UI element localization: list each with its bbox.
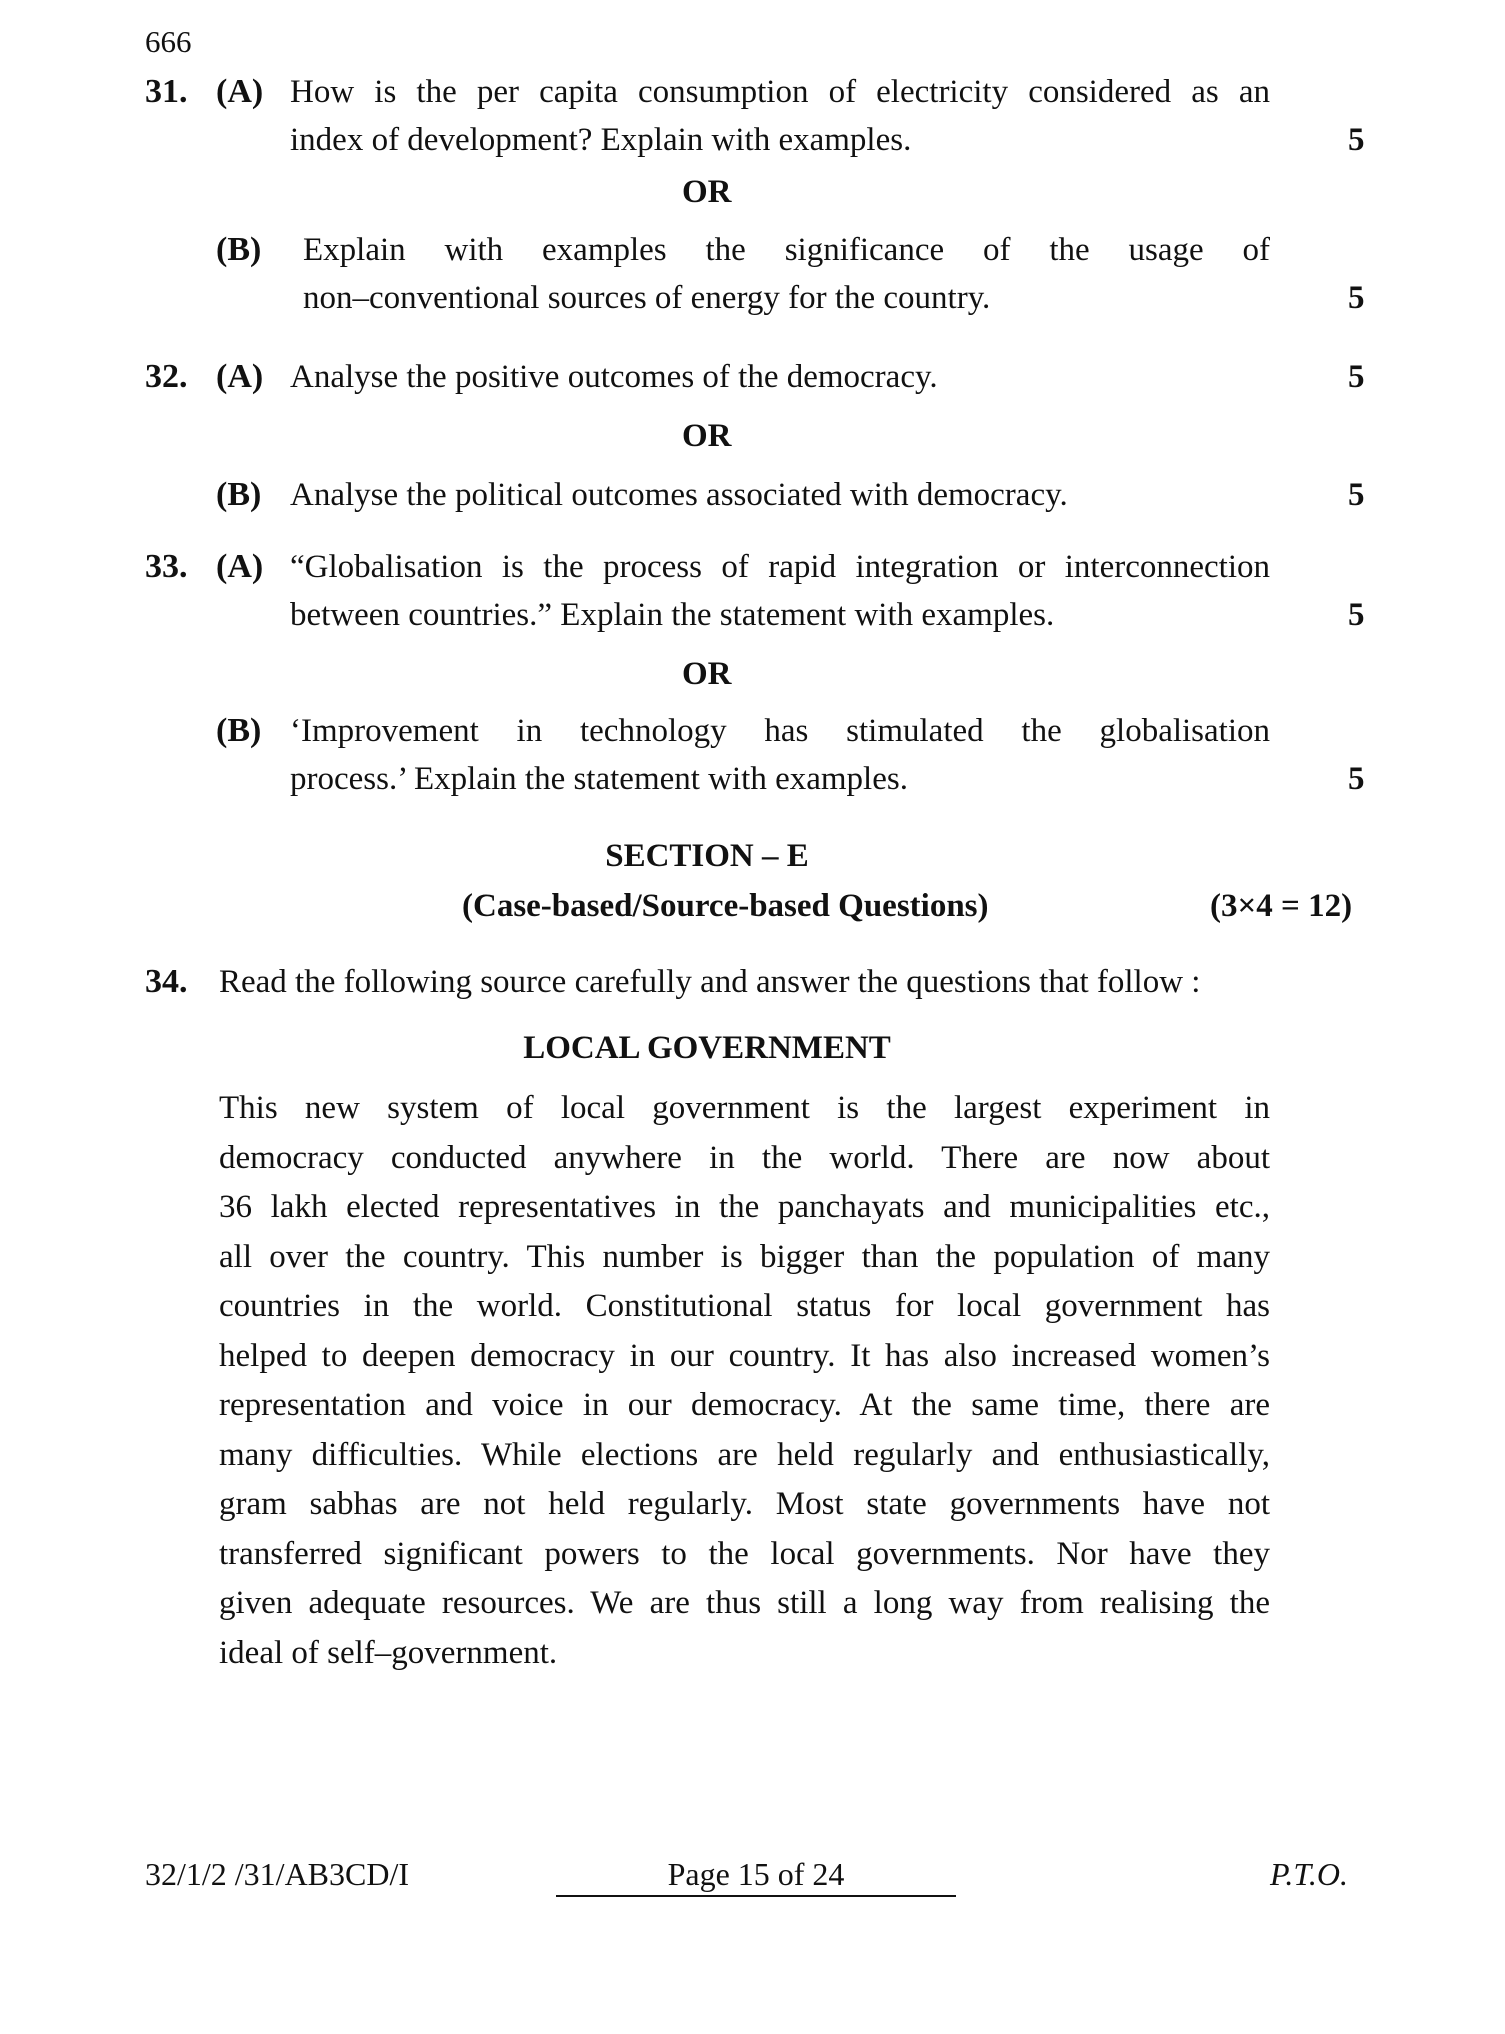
footer-pto: P.T.O.: [1270, 1856, 1348, 1892]
passage-line: ideal of self–government.: [219, 1634, 558, 1671]
passage-line: all over the country. This number is bigger than the population of many: [219, 1238, 1270, 1275]
marks: 5: [1348, 477, 1365, 513]
question-number: 34.: [145, 963, 188, 1000]
source-title: LOCAL GOVERNMENT: [523, 1030, 891, 1066]
passage-line: representation and voice in our democracy. At the same time, there are: [219, 1387, 1270, 1423]
question-text-line: between countries.” Explain the statement with examples.: [290, 597, 1055, 633]
footer-page-number: Page 15 of 24: [667, 1856, 845, 1892]
marks: 5: [1348, 280, 1365, 316]
marks: 5: [1348, 122, 1365, 158]
footer-page-underline: [556, 1895, 956, 1897]
section-marks: (3×4 = 12): [1210, 888, 1353, 924]
passage-line: gram sabhas are not held regularly. Most state governments have not: [219, 1486, 1270, 1522]
part-label: (A): [216, 358, 264, 395]
part-label: (A): [216, 548, 264, 585]
page-code: 666: [145, 24, 192, 59]
part-label: (A): [216, 73, 264, 110]
part-label: (B): [216, 231, 262, 268]
or-separator: OR: [682, 418, 732, 454]
source-passage: [219, 1084, 1270, 1678]
question-number: 33.: [145, 548, 188, 585]
section-title: SECTION – E: [605, 838, 809, 874]
part-label: (B): [216, 476, 262, 513]
question-text-line: Explain with examples the significance of the usage of: [303, 232, 1270, 268]
marks: 5: [1348, 597, 1365, 633]
question-text-line: non–conventional sources of energy for the country.: [303, 280, 991, 316]
marks: 5: [1348, 359, 1365, 395]
question-text-line: process.’ Explain the statement with examples.: [290, 761, 908, 797]
or-separator: OR: [682, 174, 732, 210]
question-text-line: Analyse the political outcomes associated with democracy.: [290, 477, 1068, 513]
question-text-line: ‘Improvement in technology has stimulated the globalisation: [290, 713, 1270, 749]
question-prompt: Read the following source carefully and answer the questions that follow :: [219, 964, 1201, 1000]
question-text-line: “Globalisation is the process of rapid integration or interconnection: [290, 549, 1270, 585]
part-label: (B): [216, 712, 262, 749]
passage-line: many difficulties. While elections are held regularly and enthusiastically,: [219, 1436, 1270, 1473]
passage-line: countries in the world. Constitutional status for local government has: [219, 1288, 1270, 1324]
question-text-line: Analyse the positive outcomes of the democracy.: [290, 359, 938, 395]
question-text-line: How is the per capita consumption of electricity considered as an: [290, 74, 1270, 110]
passage-line: transferred significant powers to the local governments. Nor have they: [219, 1535, 1270, 1572]
question-text-line: index of development? Explain with examples.: [290, 122, 912, 158]
or-separator: OR: [682, 656, 732, 692]
passage-line: 36 lakh elected representatives in the panchayats and municipalities etc.,: [219, 1189, 1270, 1225]
section-subtitle: (Case-based/Source-based Questions): [462, 888, 989, 924]
marks: 5: [1348, 761, 1365, 797]
passage-line: helped to deepen democracy in our country. It has also increased women’s: [219, 1337, 1270, 1374]
passage-line: This new system of local government is the largest experiment in: [219, 1090, 1270, 1126]
question-number: 32.: [145, 358, 188, 395]
passage-line: democracy conducted anywhere in the world. There are now about: [219, 1139, 1270, 1176]
footer-code: 32/1/2 /31/AB3CD/I: [145, 1856, 410, 1892]
passage-line: given adequate resources. We are thus still a long way from realising the: [219, 1585, 1270, 1621]
question-number: 31.: [145, 73, 188, 110]
